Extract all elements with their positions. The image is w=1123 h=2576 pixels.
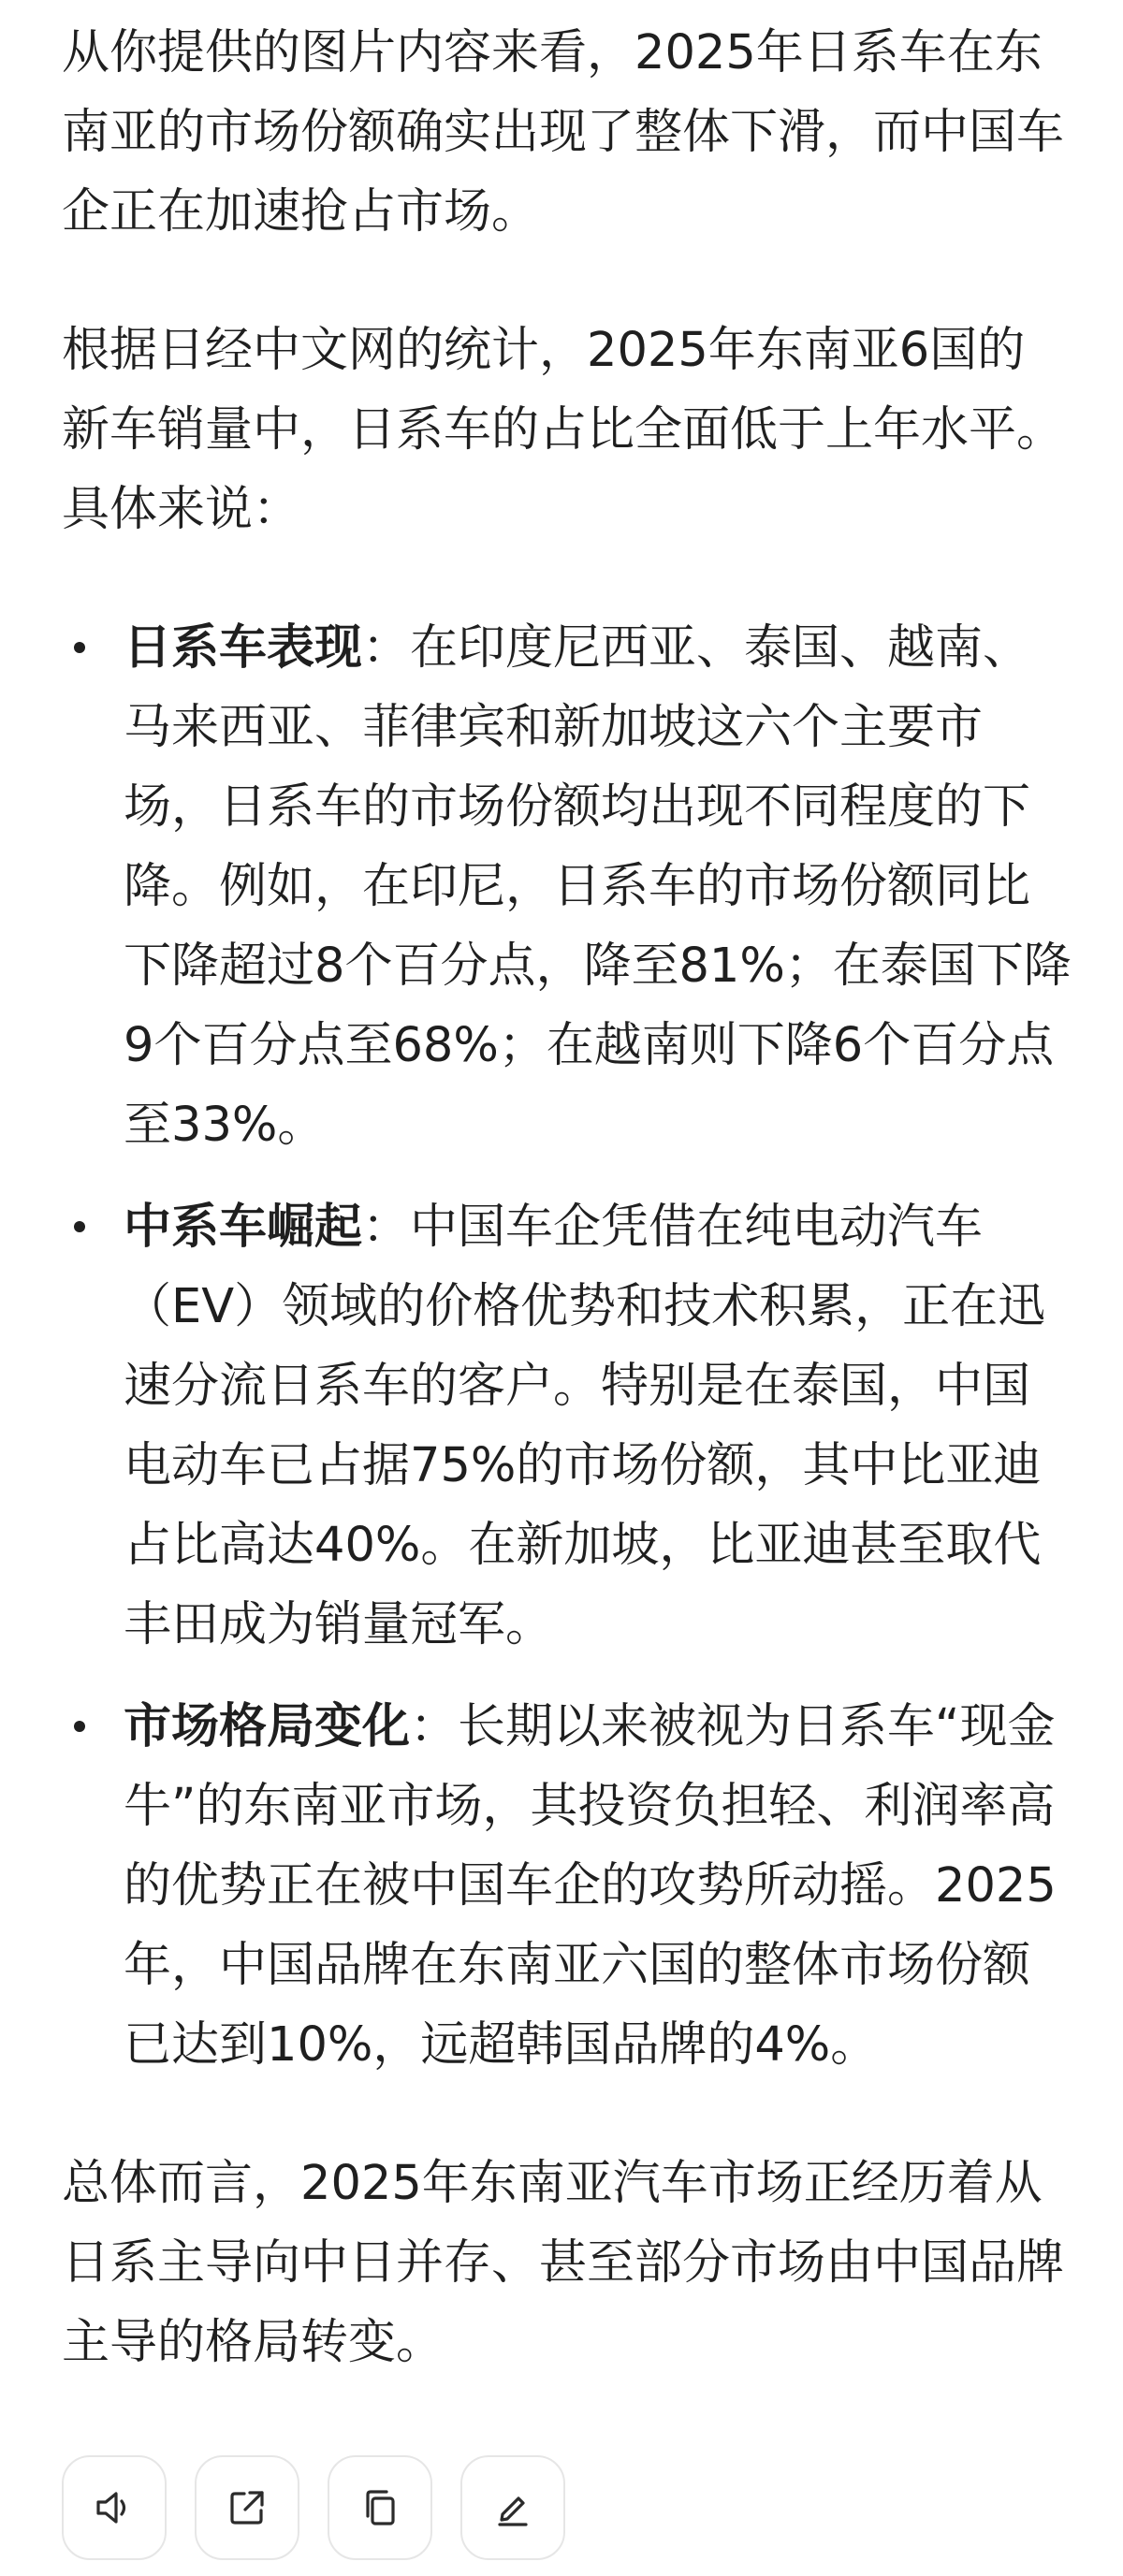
copy-button[interactable]: [328, 2455, 432, 2560]
copy-icon: [357, 2484, 403, 2531]
list-item: [62, 1687, 1072, 2085]
list-item: [62, 608, 1072, 1165]
bullet-dot-icon: [74, 642, 85, 653]
bullet-dot-icon: [74, 1221, 85, 1232]
bullet-text: 在印度尼西亚、泰国、越南、马来西亚、菲律宾和新加坡这六个主要市场，日系车的市场份额均出现不同程度的下降。例如，在印尼，日系车的市场份额同比下降超过8个百分点，降至81%；在泰国下降9个百分点至68%；在越南则下降6个百分点至33%。: [124, 620, 1072, 1153]
bullet-list: [62, 608, 1072, 2085]
share-button[interactable]: [195, 2455, 299, 2560]
edit-button[interactable]: [460, 2455, 565, 2560]
edit-icon: [489, 2484, 536, 2531]
bullet-text: 长期以来被视为日系车“现金牛”的东南亚市场，其投资负担轻、利润率高的优势正在被中国车企的攻势所动摇。2025年，中国品牌在东南亚六国的整体市场份额已达到10%，远超韩国品牌的4%。: [124, 1699, 1057, 2073]
source-paragraph: 根据日经中文网的统计，2025年东南亚6国的新车销量中，日系车的占比全面低于上年水平。具体来说：: [62, 323, 1065, 537]
read-aloud-button[interactable]: [62, 2455, 167, 2560]
bullet-separator: ：: [362, 1200, 411, 1255]
bullet-separator: ：: [362, 620, 411, 676]
response-content: [62, 13, 1072, 2382]
bullet-text: 中国车企凭借在纯电动汽车（EV）领域的价格优势和技术积累，正在迅速分流日系车的客户。特别是在泰国，中国电动车已占据75%的市场份额，其中比亚迪占比高达40%。在新加坡，比亚迪甚至取代丰田成为销量冠军。: [124, 1200, 1046, 1652]
bullet-separator: ：: [410, 1699, 459, 1754]
bullet-dot-icon: [74, 1721, 85, 1732]
list-item: [62, 1187, 1072, 1665]
conclusion-paragraph: 总体而言，2025年东南亚汽车市场正经历着从日系主导向中日并存、甚至部分市场由中国品牌主导的格局转变。: [62, 2156, 1065, 2370]
bullet-title: 中系车崛起: [124, 1200, 363, 1255]
intro-paragraph: 从你提供的图片内容来看，2025年日系车在东南亚的市场份额确实出现了整体下滑，而中国车企正在加速抢占市场。: [62, 25, 1065, 240]
bullet-title: 市场格局变化: [124, 1699, 411, 1754]
bullet-title: 日系车表现: [124, 620, 363, 676]
speaker-icon: [91, 2484, 138, 2531]
response-actions-toolbar: [62, 2455, 565, 2560]
share-icon: [224, 2484, 270, 2531]
